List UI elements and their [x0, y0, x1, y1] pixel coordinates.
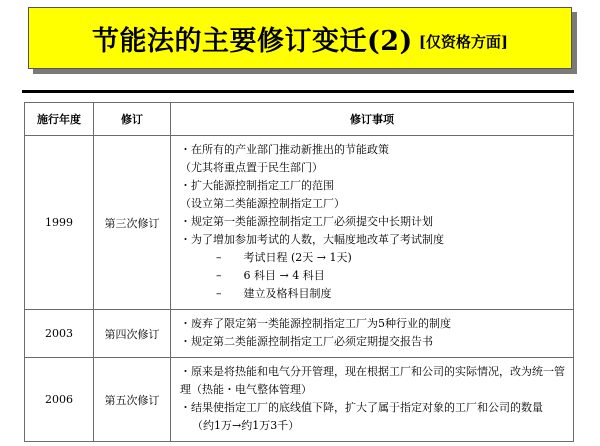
table-row: [25, 358, 574, 442]
list-item: ・规定第二类能源控制指定工厂必须定期提交报告书: [180, 335, 433, 348]
row-year: 2006: [25, 358, 94, 442]
table-row: [25, 310, 574, 358]
list-item: ・结果使指定工厂的底线值下降，扩大了属于指定对象的工厂和公司的数量: [180, 401, 543, 414]
row-year: 1999: [25, 136, 94, 310]
header-year: 施行年度: [25, 103, 94, 136]
header-items: 修订事项: [171, 103, 574, 136]
row-items: [171, 310, 574, 358]
table-header-row: [25, 103, 574, 136]
row-items: [171, 358, 574, 442]
row-items: [171, 136, 574, 310]
list-item: ・在所有的产业部门推动新推出的节能政策: [180, 143, 389, 156]
list-item: （尤其将重点置于民生部门）: [180, 161, 323, 174]
list-item: （约1万→约1万3千）: [192, 419, 300, 432]
list-item: ・原来是将热能和电气分开管理，现在根据工厂和公司的实际情况，改为统一管理（热能・电气整体管理）: [180, 365, 565, 396]
row-revision: 第四次修订: [94, 310, 171, 358]
title-banner: [28, 7, 572, 69]
list-item: – 6 科目 → 4 科目: [216, 269, 325, 282]
row-revision: 第五次修订: [94, 358, 171, 442]
table-row: [25, 136, 574, 310]
row-revision: 第三次修订: [94, 136, 171, 310]
list-item: ・扩大能源控制指定工厂的范围: [180, 179, 334, 192]
page-title: 节能法的主要修订变迁(2): [91, 25, 413, 57]
list-item: （设立第二类能源控制指定工厂）: [180, 197, 345, 210]
list-item: ・为了增加参加考试的人数，大幅度地改革了考试制度: [180, 233, 444, 246]
header-revision: 修订: [94, 103, 171, 136]
list-item: – 考试日程 (2天 → 1天): [216, 251, 352, 264]
page-subtitle: [仅资格方面]: [418, 32, 509, 51]
list-item: ・废弃了限定第一类能源控制指定工厂为5种行业的制度: [180, 317, 451, 330]
revision-table: [24, 102, 574, 442]
divider-line: [22, 90, 574, 93]
list-item: ・规定第一类能源控制指定工厂必须提交中长期计划: [180, 215, 433, 228]
row-year: 2003: [25, 310, 94, 358]
list-item: – 建立及格科目制度: [216, 287, 332, 300]
